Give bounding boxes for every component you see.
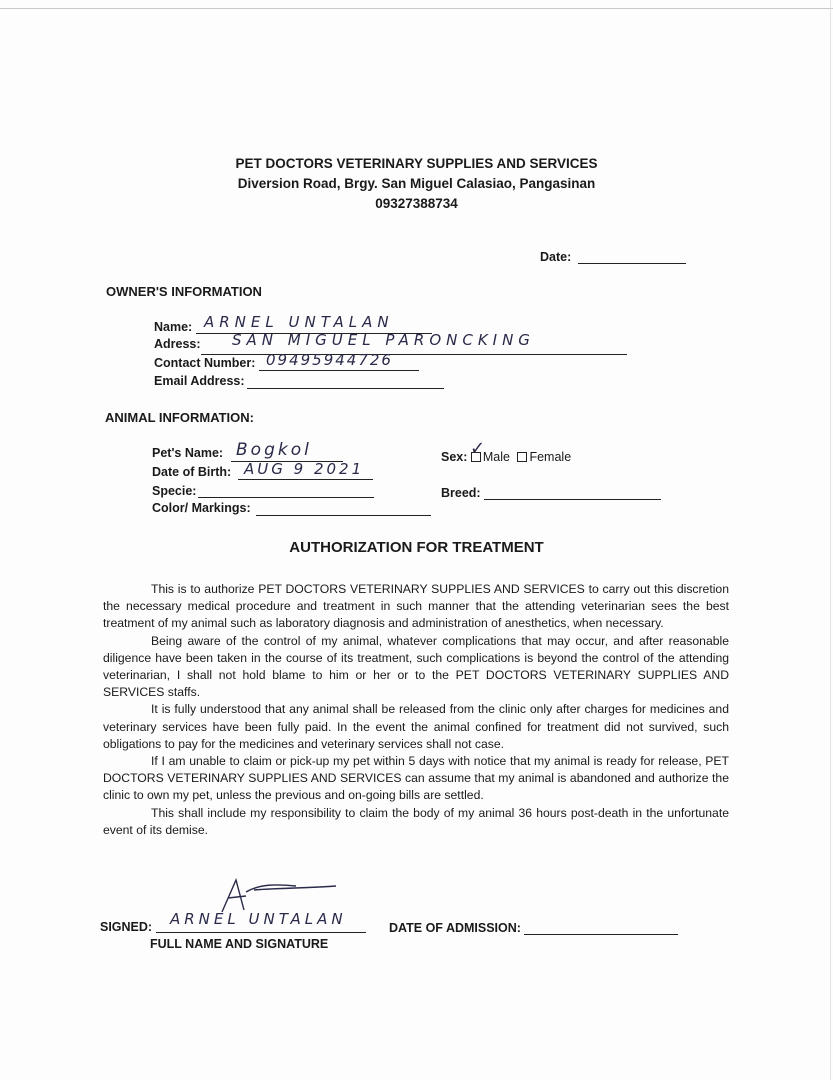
contact-number-field[interactable] (259, 370, 419, 371)
signed-name-value: ARNEL UNTALAN (170, 910, 347, 928)
date-of-admission-label: DATE OF ADMISSION: (389, 921, 521, 935)
owner-address-value: SAN MIGUEL PARONCKING (232, 331, 535, 349)
business-name: PET DOCTORS VETERINARY SUPPLIES AND SERVICES (235, 156, 598, 171)
owner-address-field[interactable] (201, 354, 627, 355)
authorization-paragraph: If I am unable to claim or pick-up my pet within 5 days with notice that my animal is ready for release, PET DOCTORS VETERINARY SUPPLIES AND SERVICES can assume that my animal is abandoned and authorize the clinic to own my pet, unless the previous and on-going bills are settled. (103, 754, 729, 803)
date-field[interactable] (578, 263, 686, 264)
email-label: Email Address: (154, 374, 245, 388)
pet-name-label: Pet's Name: (152, 446, 224, 460)
scan-edge (0, 8, 833, 9)
breed-label: Breed: (441, 486, 481, 500)
date-label: Date: (540, 250, 572, 264)
full-name-signature-label: FULL NAME AND SIGNATURE (150, 937, 329, 951)
authorization-body (103, 581, 729, 839)
dob-label: Date of Birth: (152, 465, 232, 479)
letterhead (0, 154, 833, 214)
owner-name-label: Name: (154, 320, 193, 334)
date-of-admission-field[interactable] (524, 934, 678, 935)
specie-label: Specie: (152, 484, 197, 498)
male-check-mark-icon: ✓ (470, 438, 486, 459)
female-label: Female (529, 450, 572, 464)
specie-field[interactable] (198, 497, 374, 498)
business-address: Diversion Road, Brgy. San Miguel Calasiao, Pangasinan (237, 176, 596, 191)
authorization-title: AUTHORIZATION FOR TREATMENT (289, 539, 544, 556)
dob-field[interactable] (238, 479, 373, 480)
signed-label: SIGNED: (100, 920, 153, 934)
male-label: Male (482, 450, 510, 464)
signature-mark-icon (200, 872, 340, 922)
authorization-paragraph: Being aware of the control of my animal, whatever complications that may occur, and after reasonable diligence have been taken in the course of its treatment, such complications is beyond the control of the attending veterinarian, I shall not hold blame to him or her or to the PET DOCTORS VETERINARY SUPPLIES AND SERVICES staffs. (103, 633, 729, 700)
animal-section-title: ANIMAL INFORMATION: (105, 410, 254, 425)
owner-address-label: Adress: (154, 337, 201, 351)
signature-field[interactable] (156, 932, 366, 933)
sex-label: Sex: (441, 450, 468, 464)
authorization-paragraph: It is fully understood that any animal shall be released from the clinic only after charges for medicines and veterinary services have been fully paid. In the event the animal confined for treatment did not survived, such obligations to pay for the medicines and veterinary services shall not case. (103, 702, 729, 751)
business-phone: 09327388734 (375, 196, 458, 211)
sex-field (441, 450, 571, 464)
authorization-paragraph: This is to authorize PET DOCTORS VETERINARY SUPPLIES AND SERVICES to carry out this discretion the necessary medical procedure and treatment in such manner that the attending veterinarian sees the best treatment of my animal such as laboratory diagnosis and administration of anesthetics, when necessary. (103, 582, 729, 631)
contact-number-label: Contact Number: (154, 356, 256, 370)
owner-name-value: ARNEL UNTALAN (204, 313, 394, 331)
color-markings-label: Color/ Markings: (152, 501, 251, 515)
color-markings-field[interactable] (256, 515, 431, 516)
authorization-paragraph: This shall include my responsibility to claim the body of my animal 36 hours post-death in the unfortunate event of its demise. (103, 805, 729, 837)
pet-name-value: Bogkol (236, 440, 312, 460)
dob-value: AUG 9 2021 (244, 460, 365, 478)
contact-number-value: 09495944726 (266, 351, 393, 369)
owner-section-title: OWNER'S INFORMATION (106, 284, 262, 299)
female-checkbox[interactable] (517, 452, 527, 462)
breed-field[interactable] (484, 499, 661, 500)
email-field[interactable] (247, 388, 444, 389)
